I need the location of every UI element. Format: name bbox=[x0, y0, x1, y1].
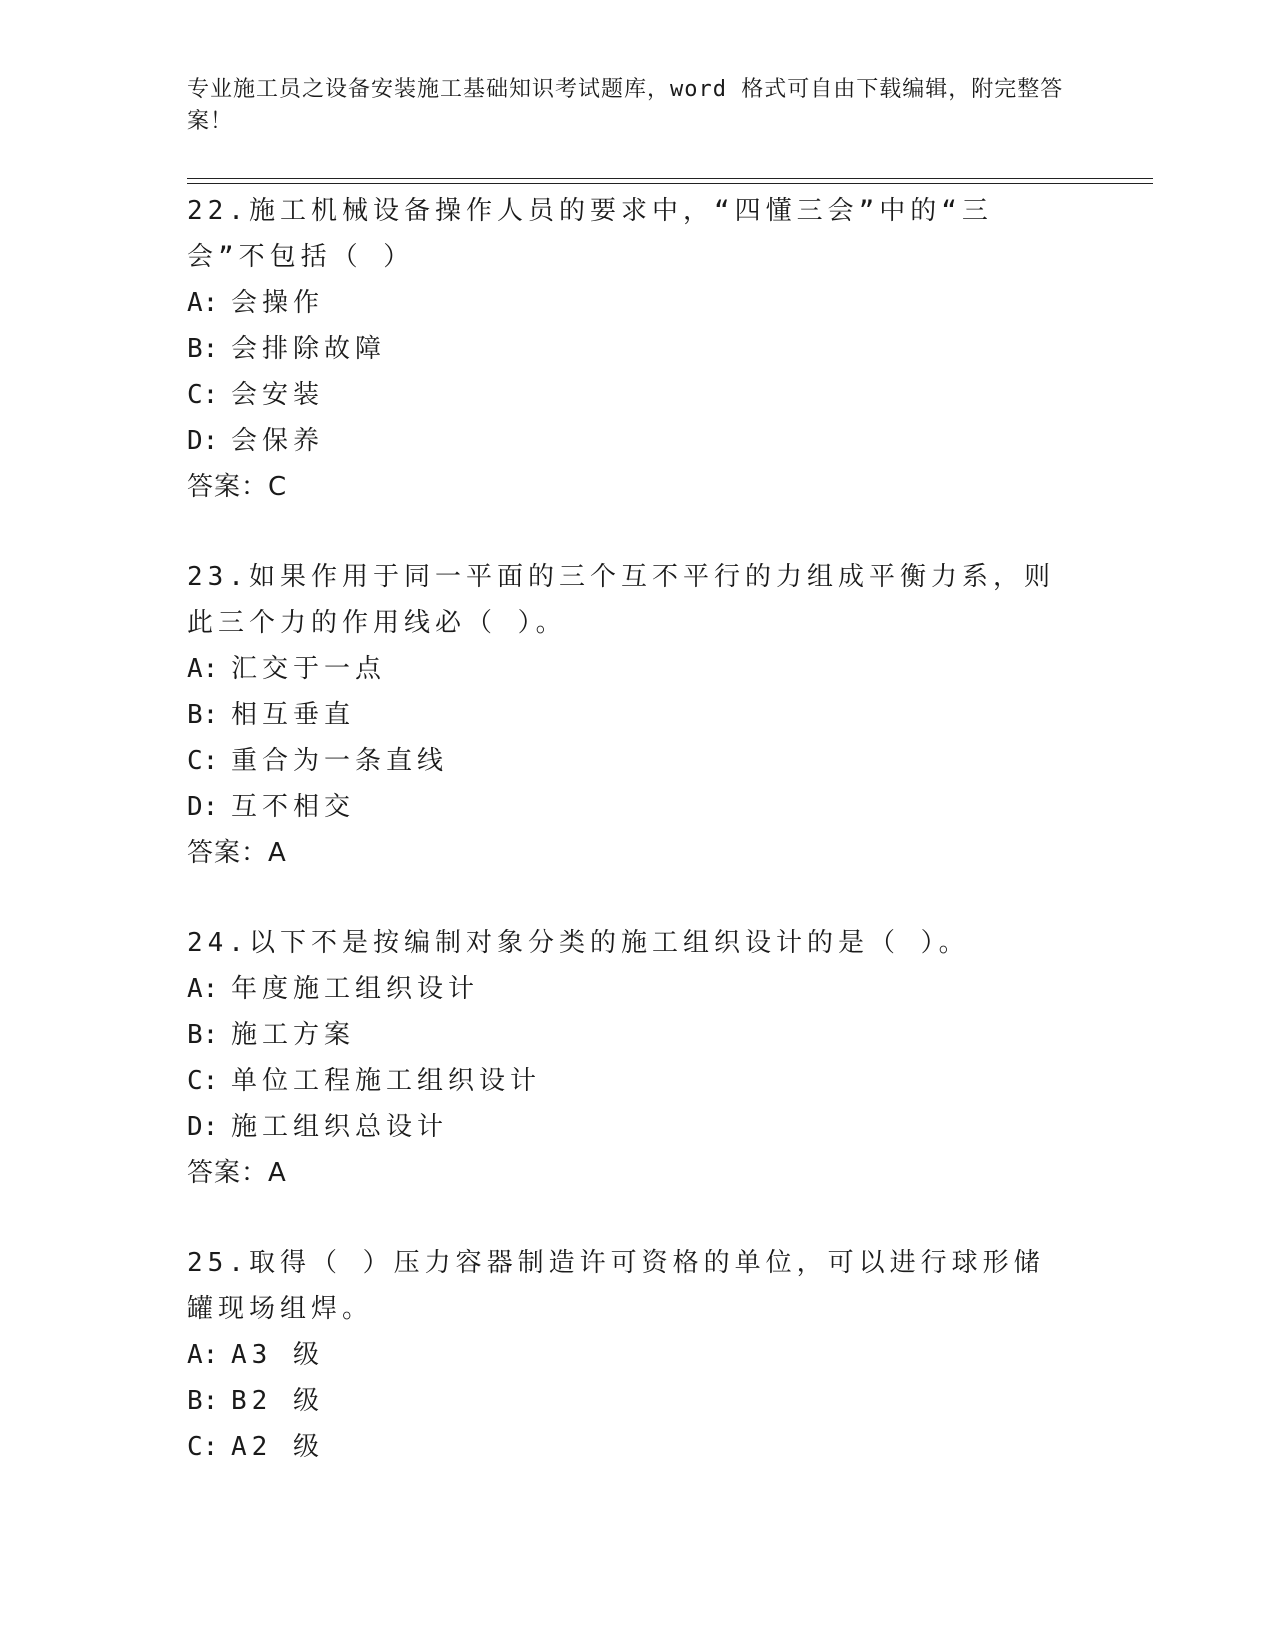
option-text: 会保养 bbox=[231, 426, 325, 456]
option-key: A: bbox=[187, 974, 219, 1004]
option-text: A3 级 bbox=[231, 1340, 324, 1370]
question-23 bbox=[187, 554, 1087, 876]
option-c bbox=[187, 1058, 1087, 1104]
answer-text: 答案：A bbox=[187, 838, 287, 868]
question-text: 24.以下不是按编制对象分类的施工组织设计的是（ ）。 bbox=[187, 928, 970, 958]
option-text: 施工方案 bbox=[231, 1020, 356, 1050]
option-key: C: bbox=[187, 1432, 219, 1462]
option-key: A: bbox=[187, 654, 219, 684]
option-b bbox=[187, 1378, 1087, 1424]
option-text: 单位工程施工组织设计 bbox=[231, 1066, 542, 1096]
question-text: 25.取得（ ）压力容器制造许可资格的单位，可以进行球形储罐现场组焊。 bbox=[187, 1248, 1045, 1324]
option-a bbox=[187, 280, 1087, 326]
question-24 bbox=[187, 920, 1087, 1196]
option-key: C: bbox=[187, 1066, 219, 1096]
option-b bbox=[187, 692, 1087, 738]
question-text: 22.施工机械设备操作人员的要求中，“四懂三会”中的“三会”不包括（ ） bbox=[187, 196, 993, 272]
option-text: A2 级 bbox=[231, 1432, 324, 1462]
option-text: 年度施工组织设计 bbox=[231, 974, 480, 1004]
option-text: 施工组织总设计 bbox=[231, 1112, 449, 1142]
header-divider-bottom bbox=[187, 183, 1153, 184]
option-key: C: bbox=[187, 380, 219, 410]
option-key: B: bbox=[187, 700, 219, 730]
header-divider-top bbox=[187, 178, 1153, 179]
option-text: 会排除故障 bbox=[231, 334, 387, 364]
option-key: B: bbox=[187, 1020, 219, 1050]
option-b bbox=[187, 326, 1087, 372]
option-text: 汇交于一点 bbox=[231, 654, 387, 684]
option-text: 会操作 bbox=[231, 288, 325, 318]
option-d bbox=[187, 1104, 1087, 1150]
option-d bbox=[187, 418, 1087, 464]
option-c bbox=[187, 1424, 1087, 1470]
option-key: A: bbox=[187, 1340, 219, 1370]
question-list bbox=[187, 188, 1087, 1514]
option-key: D: bbox=[187, 1112, 219, 1142]
option-key: D: bbox=[187, 792, 219, 822]
option-text: 相互垂直 bbox=[231, 700, 356, 730]
option-a bbox=[187, 646, 1087, 692]
question-22 bbox=[187, 188, 1087, 510]
answer-text: 答案：A bbox=[187, 1158, 287, 1188]
option-key: B: bbox=[187, 1386, 219, 1416]
option-key: B: bbox=[187, 334, 219, 364]
option-a bbox=[187, 966, 1087, 1012]
question-25 bbox=[187, 1240, 1087, 1470]
option-text: 互不相交 bbox=[231, 792, 356, 822]
option-key: C: bbox=[187, 746, 219, 776]
option-d bbox=[187, 784, 1087, 830]
option-text: 会安装 bbox=[231, 380, 325, 410]
answer-text: 答案：C bbox=[187, 472, 288, 502]
option-text: B2 级 bbox=[231, 1386, 324, 1416]
option-key: D: bbox=[187, 426, 219, 456]
option-a bbox=[187, 1332, 1087, 1378]
option-key: A: bbox=[187, 288, 219, 318]
question-text: 23.如果作用于同一平面的三个互不平行的力组成平衡力系，则此三个力的作用线必（ ）。 bbox=[187, 562, 1055, 638]
option-c bbox=[187, 372, 1087, 418]
option-b bbox=[187, 1012, 1087, 1058]
option-c bbox=[187, 738, 1087, 784]
option-text: 重合为一条直线 bbox=[231, 746, 449, 776]
document-header: 专业施工员之设备安装施工基础知识考试题库，word 格式可自由下载编辑，附完整答案！ bbox=[187, 77, 1064, 134]
